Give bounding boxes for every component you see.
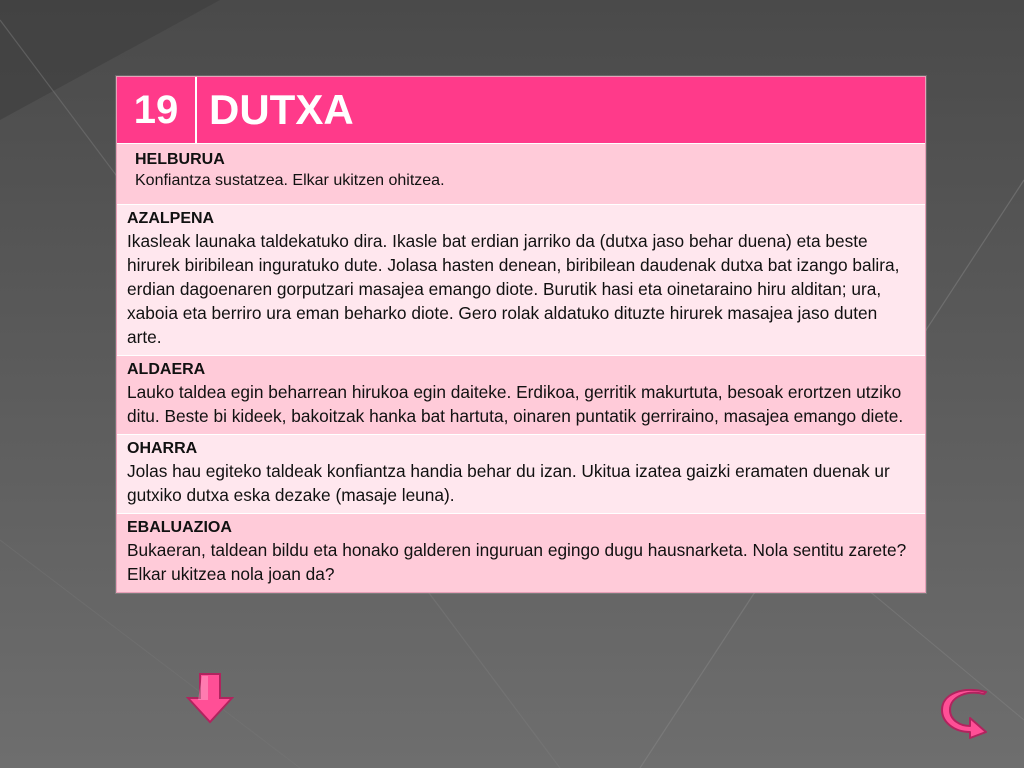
section-helburua (117, 143, 925, 204)
section-label: HELBURUA (135, 151, 225, 168)
section-azalpena (117, 204, 925, 355)
section-label: OHARRA (127, 440, 198, 457)
section-text: Konfiantza sustatzea. Elkar ukitzen ohitzea. (135, 172, 445, 189)
section-label: EBALUAZIOA (127, 519, 232, 536)
card-header (117, 77, 925, 143)
section-label: ALDAERA (127, 361, 206, 378)
activity-number: 19 (117, 77, 197, 143)
return-arrow-icon (940, 688, 992, 740)
section-aldaera (117, 355, 925, 434)
section-text: Bukaeran, taldean bildu eta honako galderen inguruan egingo dugu hausnarketa. Nola sentitu zarete? Elkar ukitzea nola joan da? (127, 540, 907, 584)
section-ebaluazioa (117, 513, 925, 592)
down-arrow-icon (186, 672, 234, 724)
activity-card (116, 76, 926, 593)
section-text: Ikasleak launaka taldekatuko dira. Ikasle bat erdian jarriko da (dutxa jaso behar duena) eta beste hirurek biribilean inguratuko dute. Jolasa hasten denean, biribilean daudenak dutxa bat izango balira, erdian dagoenaren gorputzari masajea emango diote. Burutik hasi eta oinetaraino hiru alditan; ura, xaboia eta berriro ura eman beharko diote. Gero rolak aldatuko dituzte hirurek masajea jaso duten arte. (127, 231, 900, 347)
section-text: Lauko taldea egin beharrean hirukoa egin daiteke. Erdikoa, gerritik makurtuta, besoak erortzen utziko ditu. Beste bi kideek, bakoitzak hanka bat hartuta, oinaren puntatik gerriraino, masajea emango diete. (127, 382, 904, 426)
section-oharra (117, 434, 925, 513)
next-slide-button[interactable] (186, 672, 234, 724)
section-label: AZALPENA (127, 210, 215, 227)
section-text: Jolas hau egiteko taldeak konfiantza handia behar du izan. Ukitua izatea gaizki eramaten duenak ur gutxiko dutxa eska dezake (masaje leuna). (127, 461, 890, 505)
activity-title: DUTXA (209, 86, 354, 133)
return-button[interactable] (940, 688, 992, 740)
